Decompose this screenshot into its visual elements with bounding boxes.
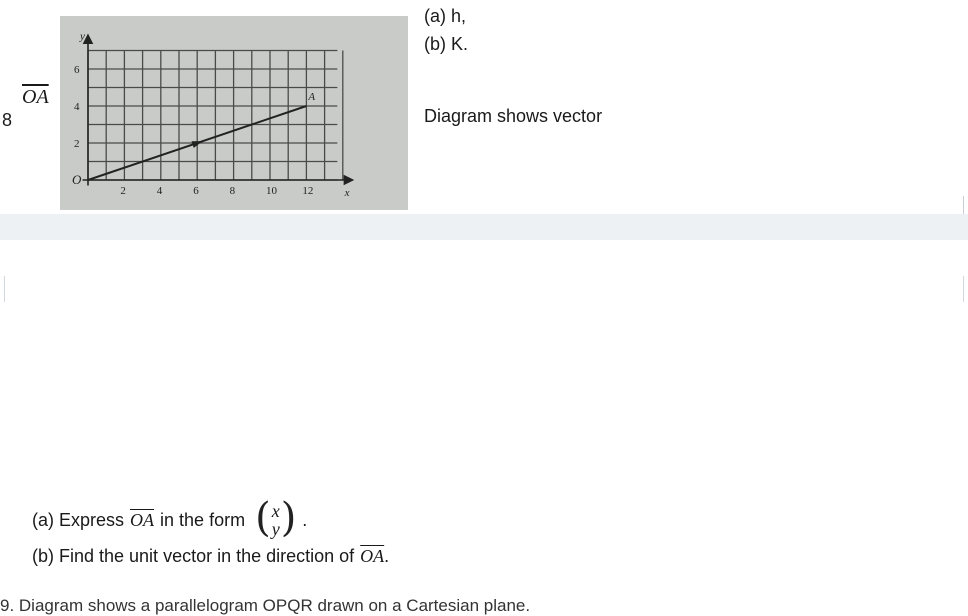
sub-question-b: (b) K. xyxy=(424,34,469,54)
x-tick-label: 6 xyxy=(193,185,199,197)
question-number: 8 xyxy=(2,110,13,130)
part-b xyxy=(32,546,389,567)
axes xyxy=(83,35,353,185)
x-axis-label: x xyxy=(344,187,350,199)
next-question-cutoff: 9. Diagram shows a parallelogram OPQR drawn on a Cartesian plane. xyxy=(0,596,531,615)
y-tick-label: 6 xyxy=(74,64,80,76)
part-a-suffix: in the form xyxy=(160,509,246,530)
matrix-bottom: y xyxy=(271,519,280,539)
part-a-end: . xyxy=(302,509,308,530)
column-vector xyxy=(255,495,297,541)
x-tick-label: 4 xyxy=(156,185,163,197)
part-b-vector: $\overline{OA}$ xyxy=(360,546,385,566)
tick-labels xyxy=(74,64,316,197)
left-paren: ( xyxy=(255,495,271,541)
part-a-vector: $\overline{OA}$ xyxy=(130,509,155,530)
x-tick-label: 8 xyxy=(229,185,236,197)
part-b-text: (b) Find the unit vector in the direction of xyxy=(32,546,355,566)
sub-question-a: (a) h, xyxy=(424,6,467,26)
x-tick-label: 2 xyxy=(120,185,126,197)
matrix-top: x xyxy=(271,501,280,521)
part-b-end: . xyxy=(384,546,390,566)
point-a-label: A xyxy=(308,91,316,103)
grid xyxy=(88,51,343,181)
divider-band xyxy=(0,214,968,240)
vector-label: $\overline{OA}$ xyxy=(22,86,49,108)
y-axis-arrowhead xyxy=(84,35,92,43)
y-tick-label: 4 xyxy=(74,101,80,113)
x-tick-label: 10 xyxy=(266,185,277,197)
part-a xyxy=(32,495,308,541)
y-tick-label: 2 xyxy=(74,138,80,150)
part-a-prefix: (a) Express xyxy=(32,509,125,530)
graph-photo xyxy=(60,16,408,210)
right-paren: ) xyxy=(280,495,297,541)
box-edge-right xyxy=(963,276,968,302)
y-axis-label: y xyxy=(80,30,85,43)
graph-svg xyxy=(60,16,408,210)
box-edge-right-top xyxy=(963,196,968,214)
x-axis-arrowhead xyxy=(344,176,352,184)
box-edge-left xyxy=(0,276,5,302)
origin-label: O xyxy=(72,172,82,187)
diagram-description: Diagram shows vector xyxy=(424,106,603,126)
x-tick-label: 12 xyxy=(302,185,314,197)
